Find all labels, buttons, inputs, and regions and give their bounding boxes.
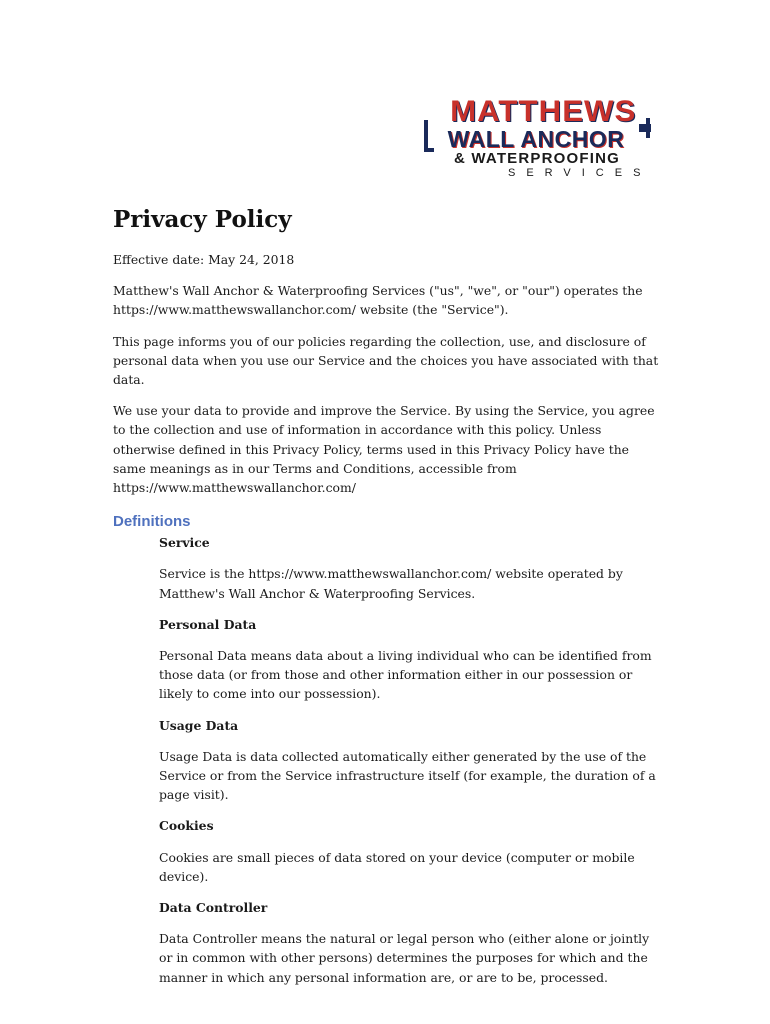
page-title: Privacy Policy	[113, 206, 292, 233]
intro-paragraph-operator: Matthew's Wall Anchor & Waterproofing Services ("us", "we", or "our") operates the https://www.matthewswallanchor.com/ website (the "Service").	[113, 283, 643, 318]
definition-term-cookies: Cookies	[159, 818, 214, 834]
definition-text-usage-data: Usage Data is data collected automatically either generated by the use of the Service or from the Service infrastructure itself (for example, the duration of a page visit).	[159, 748, 656, 803]
logo-line-wall-anchor: WALL ANCHOR	[447, 126, 625, 152]
definition-term-personal-data: Personal Data	[159, 616, 257, 632]
logo-line-waterproofing: & WATERPROOFING	[453, 150, 621, 167]
definitions-heading: Definitions	[113, 513, 191, 531]
definition-text-cookies: Cookies are small pieces of data stored on your device (computer or mobile device).	[159, 849, 635, 884]
intro-paragraph-policies: This page informs you of our policies regarding the collection, use, and disclosure of personal data when you use our Service and the choices you have associated with that data.	[113, 333, 659, 388]
logo-anchor-base	[424, 148, 434, 152]
company-logo	[420, 96, 652, 182]
definition-term-service: Service	[159, 535, 210, 551]
logo-line-services: SERVICES	[508, 167, 652, 179]
logo-line-matthews: MATTHEWS	[450, 95, 637, 128]
document-body	[113, 202, 661, 987]
definition-text-service: Service is the https://www.matthewswallanchor.com/ website operated by Matthew's Wall Anchor & Waterproofing Services.	[159, 566, 623, 601]
definition-term-usage-data: Usage Data	[159, 717, 239, 733]
definitions-list	[159, 533, 659, 987]
definition-text-personal-data: Personal Data means data about a living individual who can be identified from those data (or from those and other information either in our possession or likely to come into our possession).	[159, 648, 652, 702]
effective-date: Effective date: May 24, 2018	[113, 252, 295, 267]
definition-term-data-controller: Data Controller	[159, 900, 268, 916]
intro-paragraph-usage: We use your data to provide and improve the Service. By using the Service, you agree to the collection and use of information in accordance with this policy. Unless otherwise defined in this Privacy Policy, terms used in this Privacy Policy have the same meanings as in our Terms and Conditions, accessible from https://www.matthewswallanchor.com/	[113, 403, 655, 496]
definition-text-data-controller: Data Controller means the natural or legal person who (either alone or jointly or in common with other persons) determines the purposes for which and the manner in which any personal information are, or are to be, processed.	[159, 931, 650, 985]
